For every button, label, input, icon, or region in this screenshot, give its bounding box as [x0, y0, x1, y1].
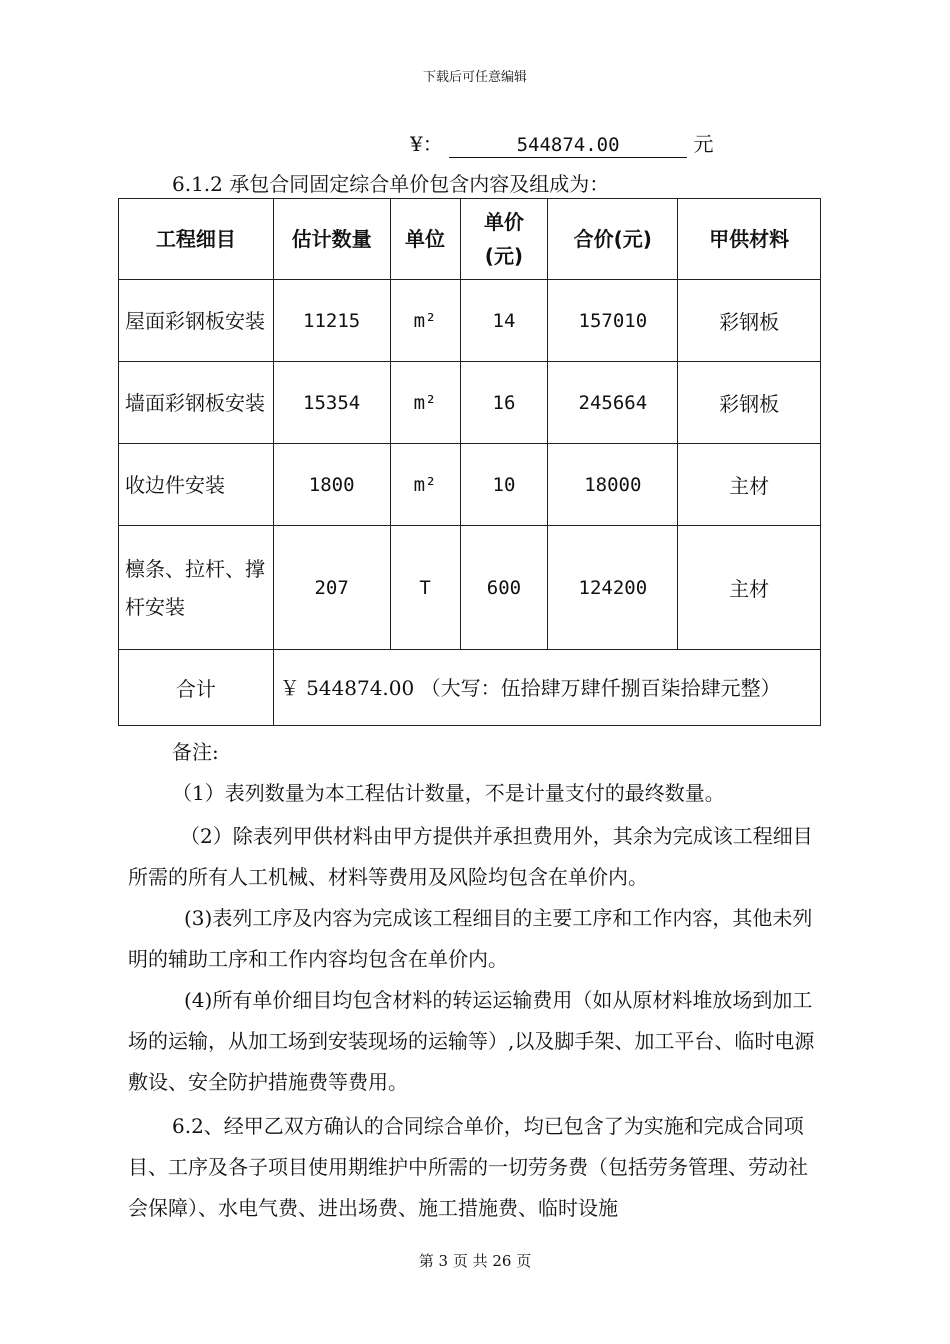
material-cell: 主材	[678, 526, 821, 650]
page-footer: 第 3 页 共 26 页	[418, 1252, 532, 1270]
quantity-cell: 1800	[273, 444, 390, 526]
header-cell: 工程细目	[119, 199, 274, 280]
table-header-row	[119, 199, 821, 280]
item-cell: 屋面彩钢板安装	[119, 280, 274, 362]
unit-cell: m²	[390, 280, 460, 362]
total-cell: 124200	[548, 526, 678, 650]
amount-line	[410, 128, 713, 158]
price-cell: 14	[460, 280, 548, 362]
note-1: （1）表列数量为本工程估计数量，不是计量支付的最终数量。	[172, 781, 725, 805]
table-row	[119, 362, 821, 444]
unit-cell: T	[390, 526, 460, 650]
item-cell: 收边件安装	[119, 444, 274, 526]
total-value-cell: ￥ 544874.00 （大写：伍拾肆万肆仟捌百柒拾肆元整）	[273, 650, 820, 726]
note-3: (3)表列工序及内容为完成该工程细目的主要工序和工作内容，其他未列明的辅助工序和工作内容均包含在单价内。	[128, 906, 813, 971]
total-cell: 245664	[548, 362, 678, 444]
header-cell: 甲供材料	[678, 199, 821, 280]
section-title: 6.1.2 承包合同固定综合单价包含内容及组成为：	[172, 172, 610, 196]
table-row	[119, 280, 821, 362]
material-cell: 彩钢板	[678, 280, 821, 362]
total-label-cell: 合计	[119, 650, 274, 726]
note-2: （2）除表列甲供材料由甲方提供并承担费用外，其余为完成该工程细目所需的所有人工机械、材料等费用及风险均包含在单价内。	[128, 824, 813, 889]
price-cell: 600	[460, 526, 548, 650]
item-cell: 墙面彩钢板安装	[119, 362, 274, 444]
item-cell: 檩条、拉杆、撑杆安装	[119, 526, 274, 650]
price-cell: 10	[460, 444, 548, 526]
page-header: 下载后可任意编辑	[422, 70, 527, 85]
header-cell: 估计数量	[273, 199, 390, 280]
material-cell: 彩钢板	[678, 362, 821, 444]
total-cell: 18000	[548, 444, 678, 526]
unit-cell: m²	[390, 444, 460, 526]
header-cell: 单位	[390, 199, 460, 280]
header-cell: 单价(元)	[460, 199, 548, 280]
table-row	[119, 526, 821, 650]
paragraph-6-2: 6.2、经甲乙双方确认的合同综合单价，均已包含了为实施和完成合同项目、工序及各子项目使用期维护中所需的一切劳务费（包括劳务管理、劳动社会保障）、水电气费、进出场费、施工措施费、临时设施	[128, 1114, 808, 1220]
quantity-cell: 207	[273, 526, 390, 650]
table-total-row	[119, 650, 821, 726]
unit-cell: m²	[390, 362, 460, 444]
table-row	[119, 444, 821, 526]
amount-suffix: 元	[693, 132, 714, 156]
note-4: (4)所有单价细目均包含材料的转运运输费用（如从原材料堆放场到加工场的运输，从加工场到安装现场的运输等）,以及脚手架、加工平台、临时电源敷设、安全防护措施费等费用。	[128, 988, 815, 1094]
amount-prefix: ¥：	[410, 132, 443, 156]
amount-value: 544874.00	[449, 133, 687, 158]
price-cell: 16	[460, 362, 548, 444]
total-cell: 157010	[548, 280, 678, 362]
quantity-cell: 15354	[273, 362, 390, 444]
notes-title: 备注:	[172, 740, 219, 764]
header-cell: 合价(元)	[548, 199, 678, 280]
unit-price-table	[118, 198, 821, 726]
quantity-cell: 11215	[273, 280, 390, 362]
material-cell: 主材	[678, 444, 821, 526]
